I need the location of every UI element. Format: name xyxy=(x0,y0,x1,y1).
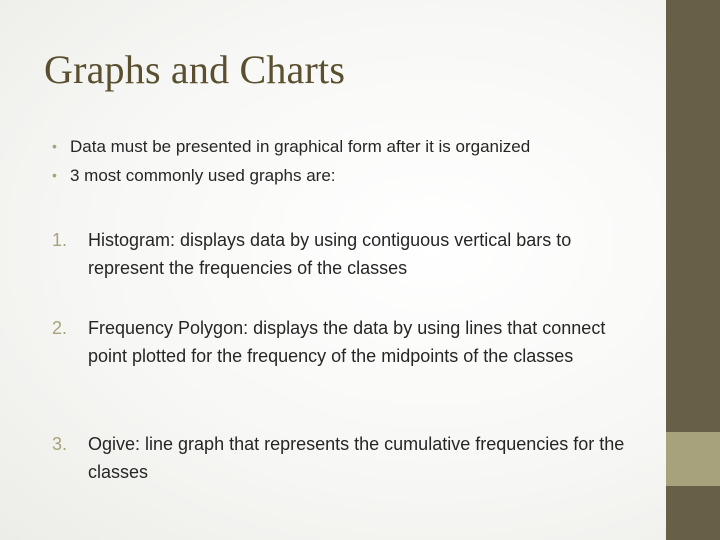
bullet-text: Data must be presented in graphical form after it is organized xyxy=(70,137,531,156)
bullet-text: 3 most commonly used graphs are: xyxy=(70,166,336,185)
numbered-item-ogive xyxy=(52,430,642,486)
bullet-dot-icon: • xyxy=(52,167,57,183)
bullet-item xyxy=(52,132,652,161)
item-number: 1. xyxy=(52,230,68,250)
numbered-item-frequency-polygon xyxy=(52,314,642,370)
item-text: Ogive: line graph that represents the cumulative frequencies for the classes xyxy=(88,434,625,482)
bullet-list xyxy=(52,132,652,190)
item-number: 3. xyxy=(52,434,68,454)
item-text: Histogram: displays data by using contiguous vertical bars to represent the frequencies of the classes xyxy=(88,230,572,278)
bullet-dot-icon: • xyxy=(52,138,57,154)
bullet-item xyxy=(52,161,652,190)
numbered-item-histogram xyxy=(52,226,642,282)
sidebar-accent-block xyxy=(666,432,720,486)
sidebar-band xyxy=(666,0,720,540)
item-number: 2. xyxy=(52,318,68,338)
item-text: Frequency Polygon: displays the data by using lines that connect point plotted for the frequency of the midpoints of the classes xyxy=(88,318,606,366)
slide-title: Graphs and Charts xyxy=(44,47,346,92)
